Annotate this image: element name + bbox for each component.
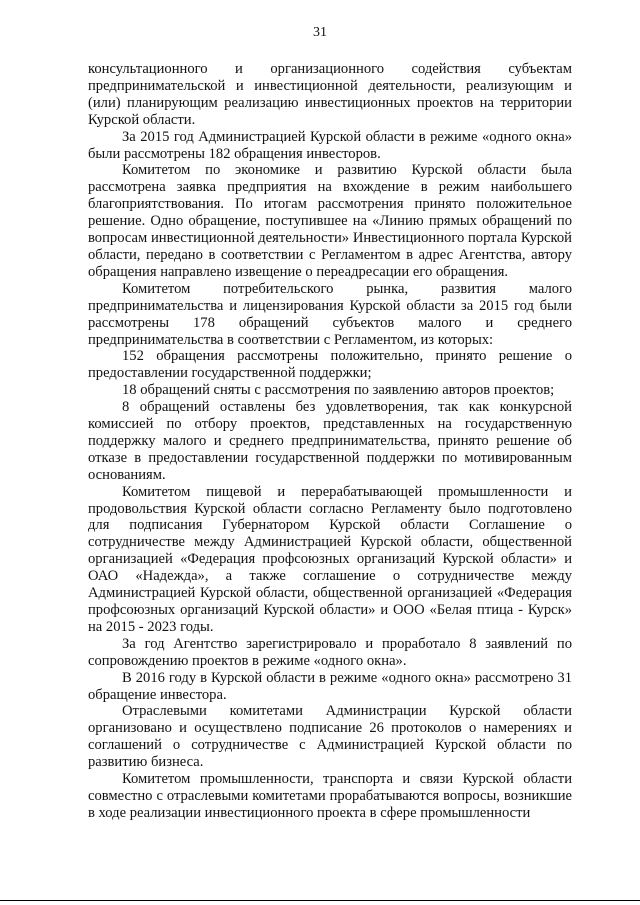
paragraph-7: 8 обращений оставлены без удовлетворения, так как конкурсной комиссией по отбору проектов, представленных на государственную поддержку малого и среднего предпринимательства, принято решение об отказе в предоставлении государственной поддержки по мотивированным основаниям. [88, 399, 572, 483]
paragraph-12: Комитетом промышленности, транспорта и связи Курской области совместно с отраслевыми комитетами прорабатываются вопросы, возникшие в ходе реализации инвестиционного проекта в сфере промышленности [88, 771, 572, 821]
paragraph-9: За год Агентство зарегистрировало и проработало 8 заявлений по сопровождению проектов в режиме «одного окна». [88, 635, 572, 669]
paragraph-10: В 2016 году в Курской области в режиме «одного окна» рассмотрено 31 обращение инвестора. [88, 669, 572, 703]
paragraph-3: Комитетом по экономике и развитию Курской области была рассмотрена заявка предприятия на вхождение в режим наибольшего благоприятствования. По итогам рассмотрения принято положительное решение. Одно обращение, поступившее на «Линию прямых обращений по вопросам инвестиционной деятельности» Инвестиционного портала Курской области, передано в соответствии с Регламентом в адрес Агентства, автору обращения направлено извещение о переадресации его обращения. [88, 162, 572, 280]
page-number: 31 [313, 25, 327, 40]
paragraph-6: 18 обращений сняты с рассмотрения по заявлению авторов проектов; [122, 382, 555, 399]
page-bottom-edge [0, 900, 640, 905]
paragraph-5: 152 обращения рассмотрены положительно, принято решение о предоставлении государственной поддержки; [88, 348, 572, 382]
paragraph-11: Отраслевыми комитетами Администрации Курской области организовано и осуществлено подписание 26 протоколов о намерениях и соглашений о сотрудничестве с Администрацией Курской области по развитию бизнеса. [88, 703, 572, 771]
document-body [88, 61, 572, 822]
paragraph-2: За 2015 год Администрацией Курской области в режиме «одного окна» были рассмотрены 182 обращения инвесторов. [88, 128, 572, 162]
paragraph-8: Комитетом пищевой и перерабатывающей промышленности и продовольствия Курской области согласно Регламенту было подготовлено для подписания Губернатором Курской области Соглашение о сотрудничестве между Администрацией Курской области, общественной организацией «Федерация профсоюзных организаций Курской области» и ОАО «Надежда», а также соглашение о сотрудничестве между Администрацией Курской области, общественной организацией «Федерация профсоюзных организаций Курской области» и ООО «Белая птица - Курск» на 2015 - 2023 годы. [88, 483, 572, 635]
paragraph-1: консультационного и организационного содействия субъектам предпринимательской и инвестиционной деятельности, реализующим и (или) планирующим реализацию инвестиционных проектов на территории Курской области. [88, 61, 572, 128]
paragraph-4: Комитетом потребительского рынка, развития малого предпринимательства и лицензирования Курской области за 2015 год были рассмотрены 178 обращений субъектов малого и среднего предпринимательства в соответствии с Регламентом, из которых: [88, 280, 572, 348]
